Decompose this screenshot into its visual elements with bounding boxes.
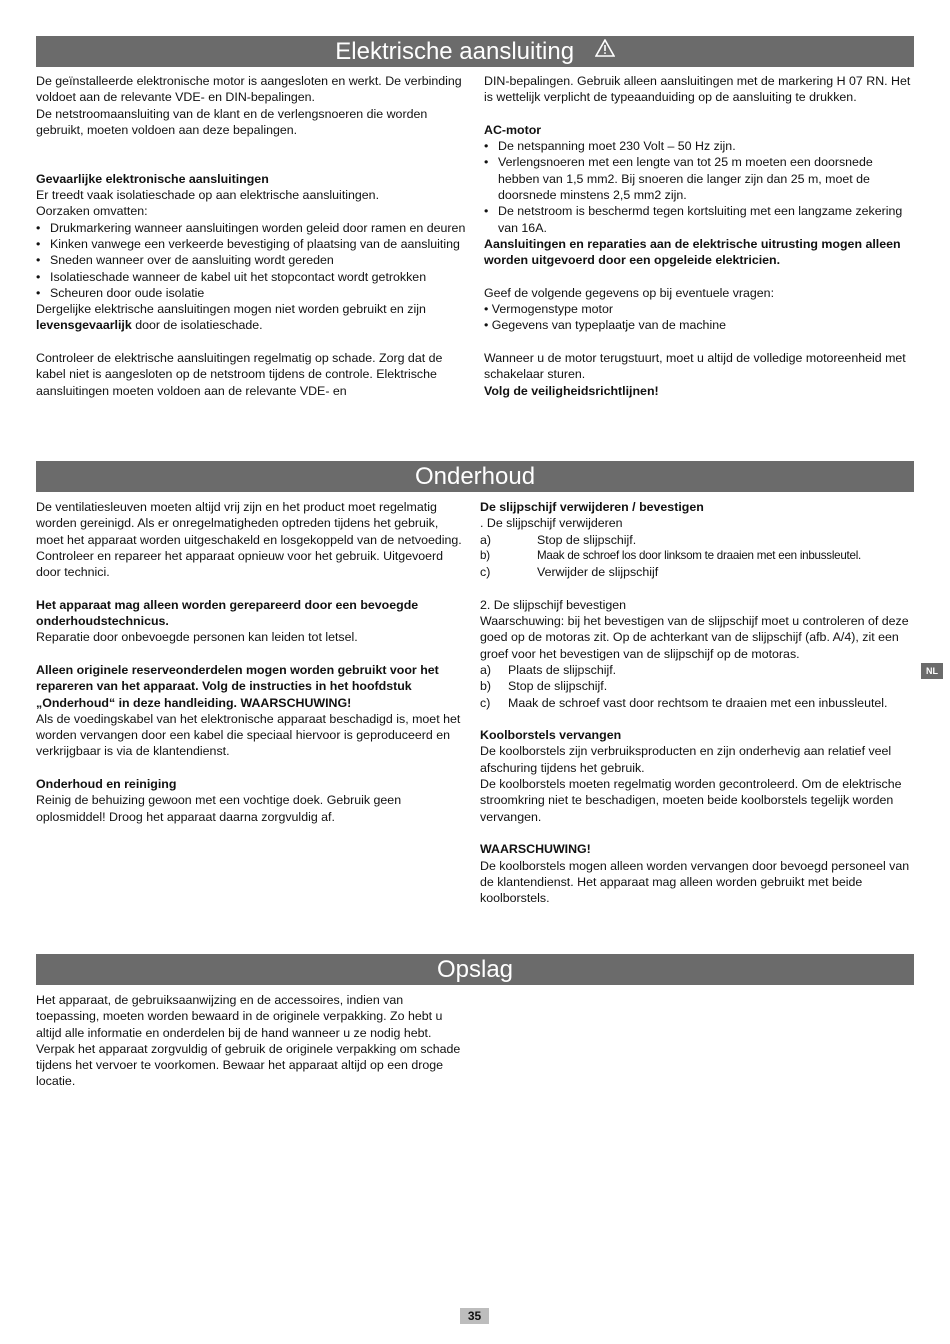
section-title: Onderhoud	[414, 463, 536, 490]
list-item: • Sneden wanneer over de aansluiting wordt gereden	[36, 252, 466, 268]
onderhoud-right-column	[480, 499, 914, 906]
paragraph: Als de voedingskabel van het elektronische apparaat beschadigd is, moet het worden vervangen door een kabel die speciaal hiervoor is geproduceerd en verkrijgbaar is via de klantendienst.	[36, 711, 461, 759]
subheading: De slijpschijf verwijderen / bevestigen	[480, 500, 704, 514]
paragraph: Waarschuwing: bij het bevestigen van de slijpschijf moet u controleren of deze goed op de motoras zit. Op de achterkant van de slijpschijf (afb. A/4), zit een groef voor het bevestigen van de slijpschijf op de motoras.	[480, 614, 909, 661]
section-header-opslag	[36, 954, 914, 985]
bold-notice: Volg de veiligheidsrichtlijnen!	[484, 383, 659, 398]
paragraph: Er treedt vaak isolatieschade op aan elektrische aansluitingen.	[36, 188, 380, 203]
list-item: • Verlengsnoeren met een lengte van tot 25 m moeten een doorsnede hebben van 1,5 mm2. Bij snoeren die langer zijn dan 25 m, moet de doorsnede minstens 2,5 mm2 zijn.	[484, 154, 914, 203]
paragraph: De koolborstels zijn verbruiksproducten en zijn onderhevig aan relatief veel afschuring tijdens het gebruik.	[480, 744, 892, 775]
paragraph: De ventilatiesleuven moeten altijd vrij zijn en het product moet regelmatig worden gereinigd. Als er onregelmatigheden optreden tijdens het gebruik, moet het apparaat worden uitgeschakeld en losgekoppeld van de netvoeding. Controleer en repareer het apparaat opnieuw voor het gebruik. Uitgevoerd door technici.	[36, 500, 462, 580]
paragraph: Reparatie door onbevoegde personen kan leiden tot letsel.	[36, 630, 358, 645]
list-item: a) Stop de slijpschijf.	[480, 532, 637, 547]
paragraph: 2. De slijpschijf bevestigen	[480, 597, 627, 612]
paragraph: De geïnstalleerde elektronische motor is aangesloten en werkt. De verbinding voldoet aan de relevante VDE- en DIN-bepalingen.	[36, 74, 462, 105]
list-item: c) Maak de schroef vast door rechtsom te draaien met een inbussleutel.	[480, 695, 888, 710]
section-header-elektrische-aansluiting	[36, 36, 914, 67]
bold-notice: Het apparaat mag alleen worden gerepareerd door een bevoegde onderhoudstechnicus.	[36, 597, 419, 629]
list-item: • Scheuren door oude isolatie	[36, 285, 466, 301]
section-header-onderhoud	[36, 461, 914, 492]
list-item: • Drukmarkering wanneer aansluitingen worden geleid door ramen en deuren	[36, 220, 466, 236]
paragraph: Oorzaken omvatten:	[36, 204, 148, 219]
paragraph: De koolborstels moeten regelmatig worden gecontroleerd. Om de elektrische stroomkring niet te beschadigen, moeten beide koolborstels tegelijk worden vervangen.	[480, 777, 902, 824]
paragraph: Dergelijke elektrische aansluitingen mogen niet worden gebruikt en zijn levensgevaarlijk door de isolatieschade.	[36, 302, 426, 333]
paragraph: Geef de volgende gegevens op bij eventuele vragen:	[484, 285, 775, 300]
list-item: b) Stop de slijpschijf.	[480, 679, 608, 694]
elektrische-left-column	[36, 73, 466, 399]
warning-triangle-icon	[595, 34, 615, 65]
list-item: c) Verwijder de slijpschijf	[480, 565, 659, 580]
paragraph: De koolborstels mogen alleen worden vervangen door bevoegd personeel van de klantendienst. Het apparaat mag alleen worden gebruikt met beide koolborstels.	[480, 858, 910, 906]
list-item: • De netstroom is beschermd tegen kortsluiting met een langzame zekering van 16A.	[484, 203, 914, 236]
section-title: Elektrische aansluiting	[335, 38, 575, 65]
list-item: • Kinken vanwege een verkeerde bevestiging of plaatsing van de aansluiting	[36, 236, 466, 252]
list-item: • De netspanning moet 230 Volt – 50 Hz zijn.	[484, 138, 914, 154]
bold-notice: Alleen originele reserveonderdelen mogen worden gebruikt voor het repareren van het apparaat. Volg de instructies in het hoofdstuk „Onderhoud“ in deze handleiding. WAARSCHUWING!	[36, 662, 439, 710]
list-item: • Gegevens van typeplaatje van de machine	[484, 318, 726, 333]
subheading: WAARSCHUWING!	[480, 842, 591, 857]
paragraph: DIN-bepalingen. Gebruik alleen aansluitingen met de markering H 07 RN. Het is wettelijk verplicht de typeaanduiding op de aansluiting te drukken.	[484, 74, 911, 105]
onderhoud-left-column	[36, 499, 466, 825]
subheading: Onderhoud en reiniging	[36, 777, 177, 792]
subheading: Koolborstels vervangen	[480, 728, 622, 743]
elektrische-right-column	[484, 73, 914, 399]
paragraph: . De slijpschijf verwijderen	[480, 516, 623, 531]
paragraph: De netstroomaansluiting van de klant en de verlengsnoeren die worden gebruikt, moeten voldoen aan deze bepalingen.	[36, 106, 428, 137]
page-number: 35	[460, 1308, 489, 1324]
subheading: Gevaarlijke elektronische aansluitingen	[36, 171, 269, 186]
paragraph: Wanneer u de motor terugstuurt, moet u altijd de volledige motoreenheid met schakelaar sturen.	[484, 351, 906, 382]
paragraph: Controleer de elektrische aansluitingen regelmatig op schade. Zorg dat de kabel niet is aangesloten op de netstroom tijdens de controle. Elektrische aansluitingen moeten voldoen aan de relevante VDE- en	[36, 351, 443, 398]
bold-notice: Aansluitingen en reparaties aan de elektrische uitrusting mogen alleen worden uitgevoerd door een opgeleide elektricien.	[484, 236, 901, 268]
list-item: b) Maak de schroef los door linksom te draaien met een inbussleutel.	[480, 548, 862, 562]
language-tab: NL	[921, 663, 943, 679]
list-item: a) Plaats de slijpschijf.	[480, 662, 617, 677]
paragraph: Het apparaat, de gebruiksaanwijzing en de accessoires, indien van toepassing, moeten worden bewaard in de originele verpakking. Zo hebt u altijd alle informatie en onderdelen bij de hand wanneer u ze nodig hebt. Verpak het apparaat zorgvuldig of gebruik de originele verpakking om schade tijdens het vervoer te voorkomen. Bewaar het apparaat altijd op een droge locatie.	[36, 993, 461, 1089]
paragraph: Reinig de behuizing gewoon met een vochtige doek. Gebruik geen oplosmiddel! Droog het apparaat daarna zorgvuldig af.	[36, 793, 402, 824]
opslag-column	[36, 992, 466, 1090]
list-item: • Isolatieschade wanneer de kabel uit het stopcontact wordt getrokken	[36, 269, 466, 285]
list-item: • Vermogenstype motor	[484, 302, 613, 317]
subheading: AC-motor	[484, 122, 542, 137]
section-title: Opslag	[436, 956, 514, 983]
